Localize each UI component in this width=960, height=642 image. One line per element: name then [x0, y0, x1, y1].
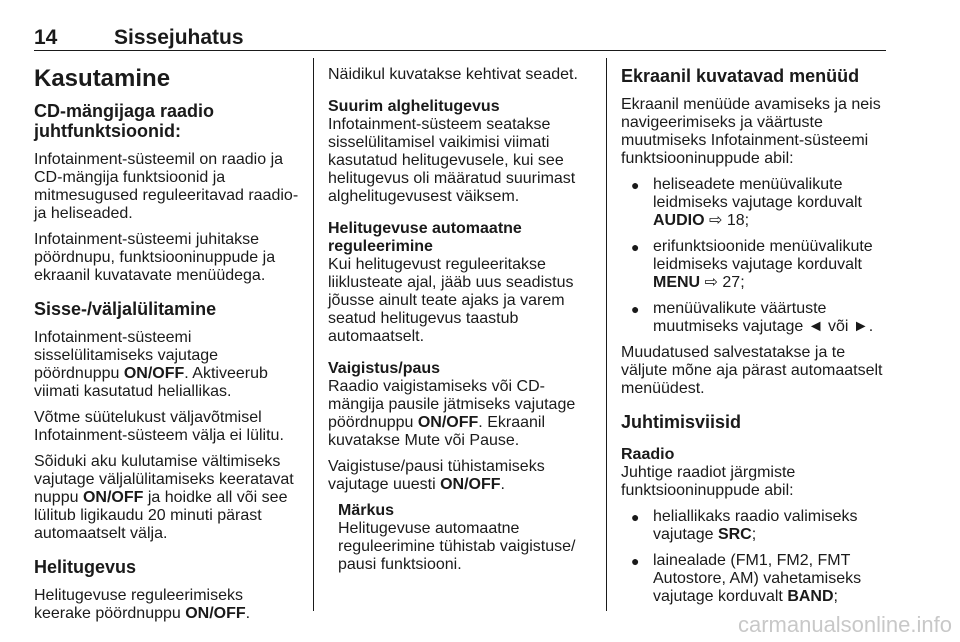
- paragraph: Helitugevuse automaatne reguleerimine Kui helitugevust reguleeritakse liiklusteate ajal, jääb uus seadistus jõusse ainult teate ajaks ja varem seatud helitugevus taastub automaatselt.: [328, 220, 594, 346]
- paragraph: Muudatused salvestatakse ja te väljute mõne aja pärast automaatselt menüüdest.: [621, 344, 883, 397]
- subheading: Suurim alghelitugevus: [328, 98, 500, 115]
- paragraph: Raadio Juhtige raadiot järgmiste funktsiooninuppude abil:: [621, 446, 889, 500]
- list-item: ● heliallikaks raadio valimiseks vajutage SRC;: [631, 508, 858, 543]
- paragraph: Infotainment-süsteemil on raadio ja CD-mängija funktsioonid ja mitmesugused reguleeritavad raadio- ja heliseaded.: [34, 151, 299, 222]
- paragraph: Infotainment-süsteemi sisselülitamiseks vajutage pöördnuppu ON/OFF. Aktiveerub viimati kasutatud heliallikas.: [34, 329, 268, 400]
- subheading: Vaigistus/paus: [328, 360, 441, 377]
- watermark: carmanualsonline.info: [737, 612, 952, 637]
- paragraph: Vaigistuse/pausi tühistamiseks vajutage uuesti ON/OFF.: [328, 458, 545, 493]
- subheading: Helitugevuse automaatne reguleerimine: [328, 220, 522, 255]
- bullet-icon: ●: [631, 177, 640, 193]
- paragraph: Vaigistus/paus Raadio vaigistamiseks või CD-mängija pausile jätmiseks vajutage pöördnuppu ON/OFF. Ekraanil kuvatakse Mute või Pause.: [328, 360, 594, 450]
- bullet-icon: ●: [631, 239, 640, 255]
- bullet-icon: ●: [631, 553, 640, 569]
- note-title: Märkus: [338, 502, 395, 519]
- column-2: [328, 56, 594, 574]
- column-1: [34, 56, 302, 631]
- paragraph: Ekraanil menüüde avamiseks ja neis navigeerimiseks ja väärtuste muutmiseks Infotainment-süsteemi funktsiooninuppude abil:: [621, 96, 881, 167]
- heading-menus: Ekraanil kuvatavad menüüd: [621, 66, 860, 86]
- paragraph: Infotainment-süsteemi juhitakse pöördnupu, funktsiooninuppude ja ekraanil kuvatavate menüüdega.: [34, 231, 276, 284]
- column-3: [621, 56, 889, 614]
- subheading: CD-mängijaga raadio juhtfunktsioonid:: [34, 101, 215, 141]
- list-item: ● erifunktsioonide menüüvalikute leidmiseks vajutage korduvalt MENU ⇨ 27;: [631, 238, 873, 291]
- paragraph: Näidikul kuvatakse kehtivat seadet.: [328, 66, 578, 83]
- page-header: [34, 10, 886, 51]
- list-item: ● menüüvalikute väärtuste muutmiseks vajutage ◄ või ►.: [631, 300, 874, 335]
- paragraph: Helitugevuse reguleerimiseks keerake pöördnuppu ON/OFF.: [34, 587, 251, 622]
- list-item: ● heliseadete menüüvalikute leidmiseks vajutage korduvalt AUDIO ⇨ 18;: [631, 176, 862, 229]
- note: [328, 502, 594, 574]
- bullet-icon: ●: [631, 301, 640, 317]
- section-title: Sissejuhatus: [114, 26, 244, 49]
- list-item: ● lainealade (FM1, FM2, FMT Autostore, AM) vahetamiseks vajutage korduvalt BAND;: [631, 552, 862, 605]
- page-number: 14: [34, 26, 58, 49]
- column-divider: [606, 58, 607, 611]
- note-text: Helitugevuse automaatne reguleerimine tühistab vaigistuse/ pausi funktsiooni.: [338, 520, 576, 573]
- paragraph: Suurim alghelitugevus Infotainment-süsteem seatakse sisselülitamisel vaikimisi viimati kasutatud helitugevusele, kui see helitugevus oli määratud suurimast alghelitugevusest väiksem.: [328, 98, 594, 206]
- paragraph: Võtme süütelukust väljavõtmisel Infotainment-süsteem välja ei lülitu.: [34, 409, 284, 444]
- bullet-icon: ●: [631, 509, 640, 525]
- column-divider: [313, 58, 314, 611]
- paragraph: Sõiduki aku kulutamise vältimiseks vajutage väljalülitamiseks keeratavat nuppu ON/OFF ja hoidke all või see lülitub ligikaudu 20 minuti pärast automaatselt välja.: [34, 453, 294, 542]
- heading-controls: Juhtimisviisid: [621, 412, 742, 432]
- heading-volume: Helitugevus: [34, 557, 137, 577]
- subheading: Raadio: [621, 446, 675, 463]
- main-heading: Kasutamine: [34, 65, 171, 92]
- heading-power: Sisse-/väljalülitamine: [34, 299, 217, 319]
